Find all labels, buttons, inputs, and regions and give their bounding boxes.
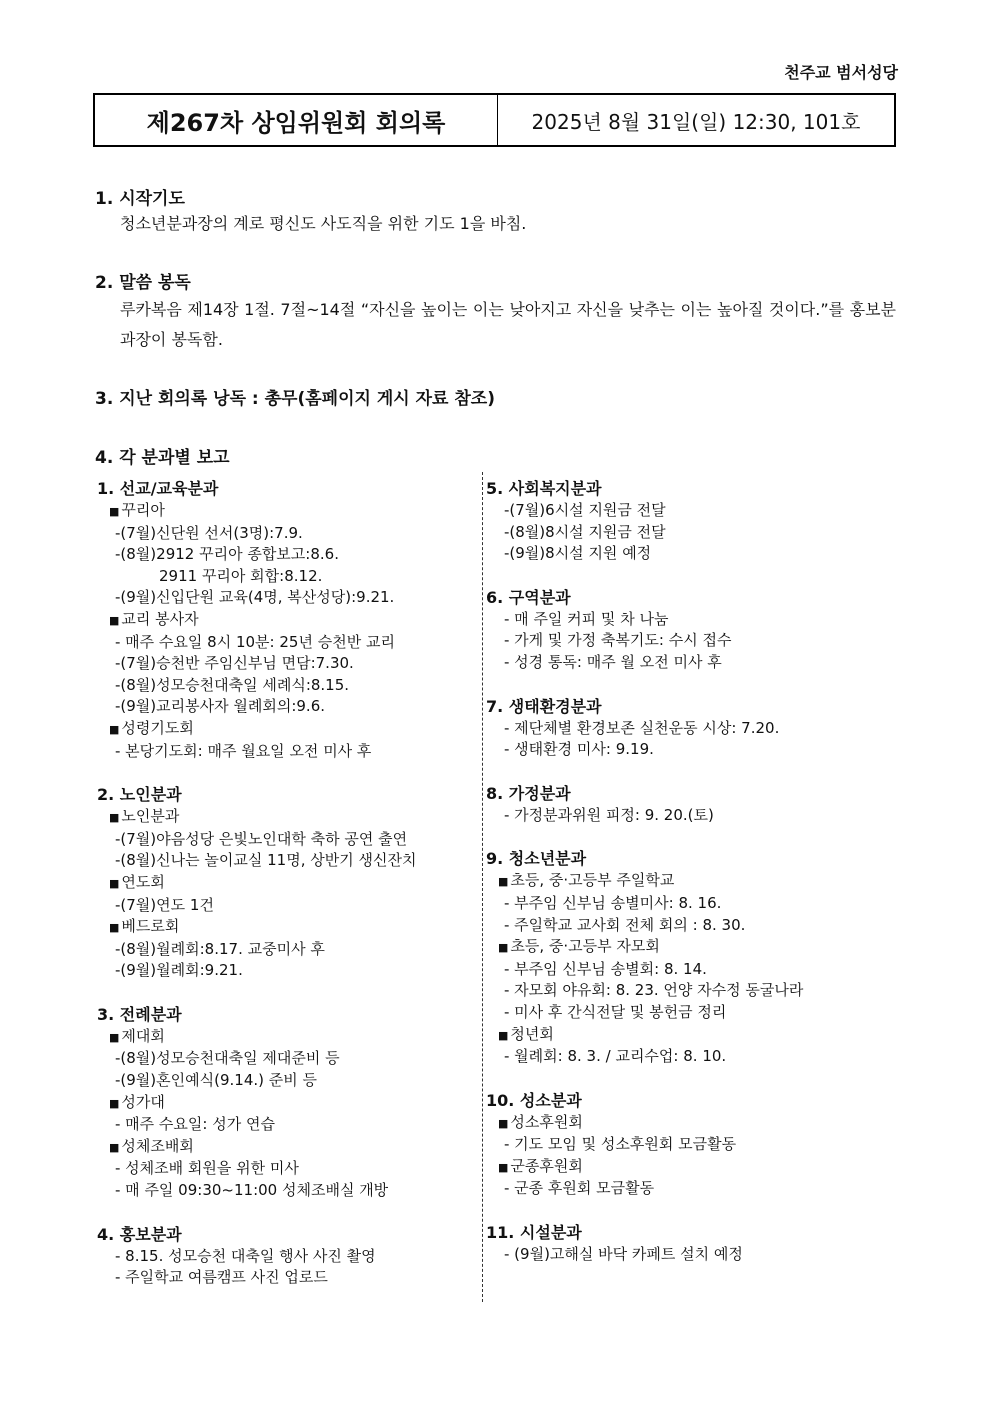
meeting-datetime: 2025년 8월 31일(일) 12:30, 101호 (531, 109, 861, 134)
list-item: - 부주임 신부님 송별미사: 8. 16. (504, 893, 722, 912)
list-item: ■ 군종후원회 (498, 1156, 583, 1175)
list-item: ■ 성소후원회 (498, 1112, 583, 1131)
square-bullet-icon: ■ (498, 1116, 509, 1130)
dept-mission-education (97, 478, 477, 762)
square-bullet-icon: ■ (109, 1030, 120, 1044)
dept-title: 7. 생태환경분과 (486, 696, 602, 716)
list-item: -(8월)8시설 지원금 전달 (504, 522, 666, 541)
list-item: - 주일학교 여름캠프 사진 업로드 (115, 1268, 328, 1287)
list-item: -(7월)야음성당 은빛노인대학 축하 공연 출연 (115, 829, 408, 848)
square-bullet-icon: ■ (498, 941, 509, 955)
square-bullet-icon: ■ (109, 876, 120, 890)
square-bullet-icon: ■ (109, 921, 120, 935)
list-item: - 성체조배 회원을 위한 미사 (115, 1159, 299, 1178)
list-item: -(8월)월례회:8.17. 교중미사 후 (115, 939, 325, 958)
dept-liturgy (97, 1004, 477, 1202)
list-item: - 8.15. 성모승천 대축일 행사 사진 촬영 (115, 1246, 376, 1265)
dept-title: 10. 성소분과 (486, 1090, 582, 1110)
dept-title: 3. 전례분과 (97, 1004, 182, 1024)
list-item: - 성경 통독: 매주 월 오전 미사 후 (504, 652, 722, 671)
list-item: -(8월)성모승천대축일 제대준비 등 (115, 1049, 340, 1068)
dept-title: 5. 사회복지분과 (486, 479, 602, 498)
document-title: 제267차 상임위원회 회의록 (95, 95, 498, 145)
list-item: ■ 연도회 (109, 872, 165, 891)
list-item: -(8월)신나는 놀이교실 11명, 상반기 생신잔치 (115, 851, 417, 870)
list-item: -(8월)2912 꾸리아 종합보고:8.6. (115, 545, 339, 564)
list-item: - 매주 수요일: 성가 연습 (115, 1115, 275, 1134)
dept-facilities (486, 1222, 906, 1266)
list-item: -(9월)신입단원 교육(4명, 복산성당):9.21. (115, 588, 395, 607)
square-bullet-icon: ■ (109, 722, 120, 736)
list-item: - 매 주일 09:30~11:00 성체조배실 개방 (115, 1181, 389, 1200)
list-item: - 매 주일 커피 및 차 나눔 (504, 609, 669, 628)
section-2-body: 루카복음 제14장 1절. 7절~14절 “자신을 높이는 이는 낮아지고 자신을 낮추는 이는 높아질 것이다.”를 홍보분과장이 봉독함. (120, 300, 896, 349)
dept-social-welfare (486, 478, 906, 565)
list-item: -(9월)교리봉사자 월례회의:9.6. (115, 697, 326, 716)
list-item: ■ 성가대 (109, 1092, 165, 1111)
section-1-body: 청소년분과장의 계로 평신도 사도직을 위한 기도 1을 바침. (120, 214, 527, 233)
list-item: - 본당기도회: 매주 월요일 오전 미사 후 (115, 741, 372, 760)
right-column (486, 478, 906, 1288)
square-bullet-icon: ■ (109, 1140, 120, 1154)
list-item: ■ 청년회 (498, 1024, 554, 1043)
list-item: - 가게 및 가정 축복기도: 수시 접수 (504, 631, 732, 650)
list-item: -(7월)신단원 선서(3명):7.9. (115, 523, 303, 542)
square-bullet-icon: ■ (109, 505, 120, 518)
list-item: ■ 초등, 중·고등부 자모회 (498, 937, 660, 956)
list-item: - 제단체별 환경보존 실천운동 시상: 7.20. (504, 718, 780, 737)
dept-vocation (486, 1090, 906, 1200)
square-bullet-icon: ■ (498, 1160, 509, 1174)
section-3-title: 3. 지난 회의록 낭독 : 총무(홈페이지 게시 자료 참조) (95, 389, 495, 409)
dept-ecology (486, 696, 906, 761)
section-1-title: 1. 시작기도 (95, 189, 185, 209)
list-item: - 자모회 야유회: 8. 23. 언양 자수정 동굴나라 (504, 981, 804, 1000)
list-item: ■ 노인분과 (109, 807, 180, 826)
square-bullet-icon: ■ (498, 875, 509, 889)
list-item: ■ 꾸리아 (109, 501, 165, 519)
list-item: - (9월)고해실 바닥 카페트 설치 예정 (504, 1245, 743, 1264)
list-item: -(9월)8시설 지원 예정 (504, 544, 652, 563)
square-bullet-icon: ■ (109, 811, 120, 825)
dept-elderly (97, 784, 477, 982)
list-item: -(9월)월례회:9.21. (115, 961, 243, 980)
dept-title: 1. 선교/교육분과 (97, 479, 219, 498)
section-2-title: 2. 말씀 봉독 (95, 273, 191, 293)
list-item: ■ 교리 봉사자 (109, 609, 199, 628)
dept-youth (486, 848, 906, 1067)
list-item: -(8월)성모승천대축일 세례식:8.15. (115, 675, 350, 694)
dept-title: 9. 청소년분과 (486, 849, 587, 869)
dept-publicity (97, 1224, 477, 1289)
organization-name: 천주교 범서성당 (784, 63, 898, 82)
list-item: -(7월)승천반 주임신부님 면담:7.30. (115, 654, 354, 673)
list-item: ■ 제대회 (109, 1026, 165, 1045)
list-item: - 매주 수요일 8시 10분: 25년 승천반 교리 (115, 632, 395, 651)
list-item: - 주일학교 교사회 전체 회의 : 8. 30. (504, 915, 746, 934)
list-item: -(7월)연도 1건 (115, 895, 214, 914)
list-item: - 미사 후 간식전달 및 봉헌금 정리 (504, 1002, 727, 1021)
list-item: - 기도 모임 및 성소후원회 모금활동 (504, 1135, 737, 1154)
list-item: -(7월)6시설 지원금 전달 (504, 501, 666, 519)
dept-title: 11. 시설분과 (486, 1223, 582, 1243)
list-item: ■ 초등, 중·고등부 주일학교 (498, 871, 675, 890)
left-column (97, 478, 477, 1311)
list-item: - 군종 후원회 모금활동 (504, 1179, 655, 1198)
dept-title: 6. 구역분과 (486, 587, 571, 607)
list-item: - 월례회: 8. 3. / 교리수업: 8. 10. (504, 1047, 727, 1066)
section-4-title: 4. 각 분과별 보고 (95, 448, 230, 468)
list-item: - 생태환경 미사: 9.19. (504, 740, 654, 759)
dept-title: 4. 홍보분과 (97, 1224, 182, 1244)
list-item: 2911 꾸리아 회합:8.12. (159, 566, 323, 585)
square-bullet-icon: ■ (109, 613, 120, 627)
list-item: ■ 성체조배회 (109, 1136, 194, 1155)
header-box (93, 93, 896, 147)
dept-title: 8. 가정분과 (486, 783, 571, 803)
square-bullet-icon: ■ (498, 1028, 509, 1042)
list-item: ■ 성령기도회 (109, 718, 194, 737)
dept-district (486, 587, 906, 674)
column-divider (482, 472, 483, 1302)
list-item: ■ 베드로회 (109, 917, 180, 936)
list-item: - 가정분과위원 피정: 9. 20.(토) (504, 805, 714, 824)
square-bullet-icon: ■ (109, 1096, 120, 1110)
list-item: - 부주임 신부님 송별회: 8. 14. (504, 959, 707, 978)
list-item: -(9월)혼인예식(9.14.) 준비 등 (115, 1071, 317, 1090)
dept-title: 2. 노인분과 (97, 785, 182, 805)
dept-family (486, 783, 906, 827)
